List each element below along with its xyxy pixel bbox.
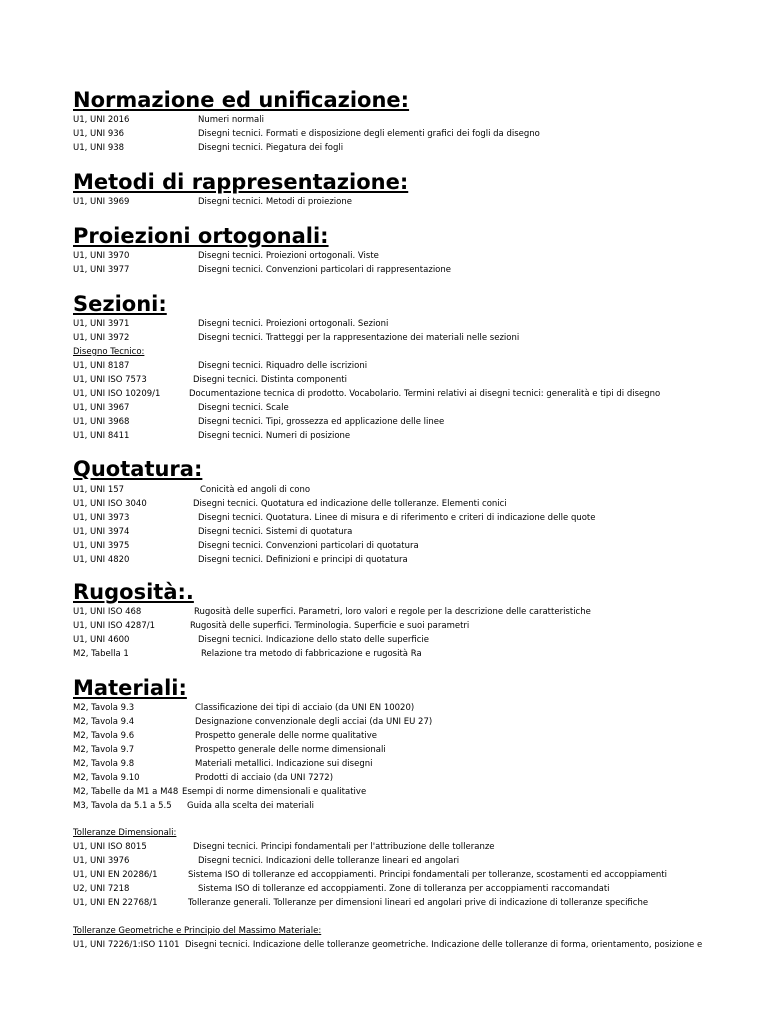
standard-description: Disegni tecnici. Convenzioni particolari di quotatura (198, 541, 419, 551)
standard-description: Disegni tecnici. Scale (198, 403, 289, 413)
standard-row (73, 142, 763, 155)
standard-row (73, 620, 763, 633)
standard-description: Conicità ed angoli di cono (200, 485, 311, 495)
standard-ref: U1, UNI ISO 10209/1 (73, 389, 161, 399)
standard-description: Disegni tecnici. Tipi, grossezza ed applicazione delle linee (198, 417, 445, 427)
standard-row (73, 855, 763, 868)
standard-ref: U1, UNI 3967 (73, 403, 130, 413)
standard-row (73, 939, 763, 952)
section-heading: Rugosità:. (73, 580, 194, 604)
standard-description: Relazione tra metodo di fabbricazione e rugosità Ra (201, 649, 422, 659)
subsection-heading: Tolleranze Geometriche e Principio del Massimo Materiale: (73, 926, 322, 936)
section-heading: Metodi di rappresentazione: (73, 170, 409, 194)
standard-row (73, 388, 763, 401)
standard-ref: M2, Tavola 9.8 (73, 759, 135, 769)
standard-ref: M3, Tavola da 5.1 a 5.5 (73, 801, 172, 811)
standard-ref: M2, Tavola 9.6 (73, 731, 135, 741)
standard-row (73, 526, 763, 539)
standard-description: Disegni tecnici. Metodi di proiezione (198, 197, 352, 207)
standard-ref: U1, UNI ISO 7573 (73, 375, 147, 385)
standard-ref: U1, UNI EN 22768/1 (73, 898, 158, 908)
standard-description: Disegni tecnici. Riquadro delle iscrizioni (198, 361, 368, 371)
standard-ref: U1, UNI 4820 (73, 555, 130, 565)
subsection-heading: Disegno Tecnico: (73, 347, 145, 357)
standard-description: Disegni tecnici. Tratteggi per la rappresentazione dei materiali nelle sezioni (198, 333, 520, 343)
standard-description: Prospetto generale delle norme dimensionali (195, 745, 386, 755)
standard-ref: U1, UNI ISO 4287/1 (73, 621, 156, 631)
standard-row (73, 512, 763, 525)
standard-ref: U1, UNI 2016 (73, 115, 130, 125)
standard-row (73, 430, 763, 443)
standard-ref: M2, Tavola 9.7 (73, 745, 135, 755)
standard-ref: U1, UNI 3972 (73, 333, 130, 343)
standard-description: Designazione convenzionale degli acciai (da UNI EU 27) (195, 717, 433, 727)
standard-description: Prodotti di acciaio (da UNI 7272) (195, 773, 334, 783)
standard-description: Disegni tecnici. Distinta componenti (193, 375, 347, 385)
standard-description: Rugosità delle superfici. Terminologia. Superficie e suoi parametri (190, 621, 470, 631)
standard-ref: U1, UNI ISO 468 (73, 607, 142, 617)
standard-description: Disegni tecnici. Definizioni e principi di quotatura (198, 555, 408, 565)
section-heading: Proiezioni ortogonali: (73, 224, 329, 248)
standard-description: Disegni tecnici. Numeri di posizione (198, 431, 351, 441)
standard-row (73, 841, 763, 854)
standard-row (73, 416, 763, 429)
standard-description: Disegni tecnici. Quotatura. Linee di misura e di riferimento e criteri di indicazione delle quote (198, 513, 596, 523)
standard-ref: U1, UNI 3974 (73, 527, 130, 537)
standard-ref: U1, UNI 8411 (73, 431, 130, 441)
standard-ref: U1, UNI 936 (73, 129, 125, 139)
standard-description: Disegni tecnici. Quotatura ed indicazione delle tolleranze. Elementi conici (193, 499, 507, 509)
standard-description: Tolleranze generali. Tolleranze per dimensioni lineari ed angolari prive di indicazione di tolleranze specifiche (188, 898, 649, 908)
standard-description: Documentazione tecnica di prodotto. Vocabolario. Termini relativi ai disegni tecnici: generalità e tipi di disegno (189, 389, 661, 399)
standard-ref: U2, UNI 7218 (73, 884, 130, 894)
section-heading: Materiali: (73, 676, 187, 700)
standard-description: Sistema ISO di tolleranze ed accoppiamenti. Principi fondamentali per tolleranze, scostamenti ed accoppiamenti (188, 870, 667, 880)
standard-ref: U1, UNI ISO 3040 (73, 499, 147, 509)
standard-ref: U1, UNI 938 (73, 143, 125, 153)
standard-ref: U1, UNI EN 20286/1 (73, 870, 158, 880)
standard-row (73, 869, 763, 882)
standard-row (73, 196, 763, 209)
standard-description: Disegni tecnici. Sistemi di quotatura (198, 527, 353, 537)
standard-ref: U1, UNI 3976 (73, 856, 130, 866)
standard-description: Disegni tecnici. Convenzioni particolari di rappresentazione (198, 265, 451, 275)
standard-description: Materiali metallici. Indicazione sui disegni (195, 759, 373, 769)
standard-description: Classificazione dei tipi di acciaio (da UNI EN 10020) (195, 703, 415, 713)
standard-row (73, 554, 763, 567)
standard-description: Guida alla scelta dei materiali (187, 801, 314, 811)
standard-ref: M2, Tabella 1 (73, 649, 129, 659)
standard-row (73, 360, 763, 373)
standard-ref: U1, UNI 3975 (73, 541, 130, 551)
standard-row (73, 648, 763, 661)
standard-row (73, 250, 763, 263)
standard-row (73, 897, 763, 910)
standard-row (73, 606, 763, 619)
standard-ref: U1, UNI 3977 (73, 265, 130, 275)
standard-row (73, 883, 763, 896)
standard-description: Numeri normali (198, 115, 264, 125)
standard-description: Prospetto generale delle norme qualitative (195, 731, 377, 741)
standard-description: Disegni tecnici. Indicazioni delle tolleranze lineari ed angolari (198, 856, 460, 866)
subsection-heading: Tolleranze Dimensionali: (73, 828, 177, 838)
standard-row (73, 264, 763, 277)
standard-row (73, 758, 763, 771)
standard-row (73, 402, 763, 415)
standard-ref: U1, UNI 4600 (73, 635, 130, 645)
standard-description: Disegni tecnici. Indicazione dello stato delle superficie (198, 635, 429, 645)
standard-ref: U1, UNI 3971 (73, 319, 130, 329)
standard-description: Disegni tecnici. Indicazione delle tolleranze geometriche. Indicazione delle tolleranze di forma, orientamento, posizione e (185, 940, 703, 950)
standard-row (73, 318, 763, 331)
standard-ref: U1, UNI 3970 (73, 251, 130, 261)
standard-row (73, 332, 763, 345)
standard-row (73, 128, 763, 141)
standard-row (73, 772, 763, 785)
standard-ref: U1, UNI 8187 (73, 361, 130, 371)
standard-description: Sistema ISO di tolleranze ed accoppiamenti. Zone di tolleranza per accoppiamenti raccomandati (198, 884, 610, 894)
section-heading: Sezioni: (73, 292, 167, 316)
standard-row (73, 498, 763, 511)
standard-ref: U1, UNI 3973 (73, 513, 130, 523)
standard-description: Disegni tecnici. Formati e disposizione degli elementi grafici dei fogli da disegno (198, 129, 540, 139)
standard-ref: M2, Tavola 9.3 (73, 703, 135, 713)
standard-ref: U1, UNI ISO 8015 (73, 842, 147, 852)
standard-row (73, 800, 763, 813)
standard-row (73, 702, 763, 715)
standard-row (73, 114, 763, 127)
standard-row (73, 716, 763, 729)
standard-ref: U1, UNI 3968 (73, 417, 130, 427)
standard-description: Disegni tecnici. Principi fondamentali per l'attribuzione delle tolleranze (193, 842, 495, 852)
standard-ref: M2, Tavola 9.10 (73, 773, 140, 783)
standard-description: Disegni tecnici. Piegatura dei fogli (198, 143, 344, 153)
standard-row (73, 484, 763, 497)
standard-row (73, 730, 763, 743)
standard-ref: U1, UNI 3969 (73, 197, 130, 207)
standard-row (73, 374, 763, 387)
standard-description: Disegni tecnici. Proiezioni ortogonali. Viste (198, 251, 379, 261)
standard-description: Disegni tecnici. Proiezioni ortogonali. Sezioni (198, 319, 389, 329)
standard-description: Esempi di norme dimensionali e qualitative (182, 787, 367, 797)
standard-ref: U1, UNI 157 (73, 485, 125, 495)
standard-ref: M2, Tavola 9.4 (73, 717, 135, 727)
standard-row (73, 786, 763, 799)
standard-ref: M2, Tabelle da M1 a M48 (73, 787, 179, 797)
standard-ref: U1, UNI 7226/1:ISO 1101 (73, 940, 180, 950)
standard-row (73, 634, 763, 647)
standard-description: Rugosità delle superfici. Parametri, loro valori e regole per la descrizione delle caratteristiche (194, 607, 591, 617)
standard-row (73, 744, 763, 757)
section-heading: Normazione ed unificazione: (73, 88, 410, 112)
section-heading: Quotatura: (73, 457, 203, 481)
standard-row (73, 540, 763, 553)
